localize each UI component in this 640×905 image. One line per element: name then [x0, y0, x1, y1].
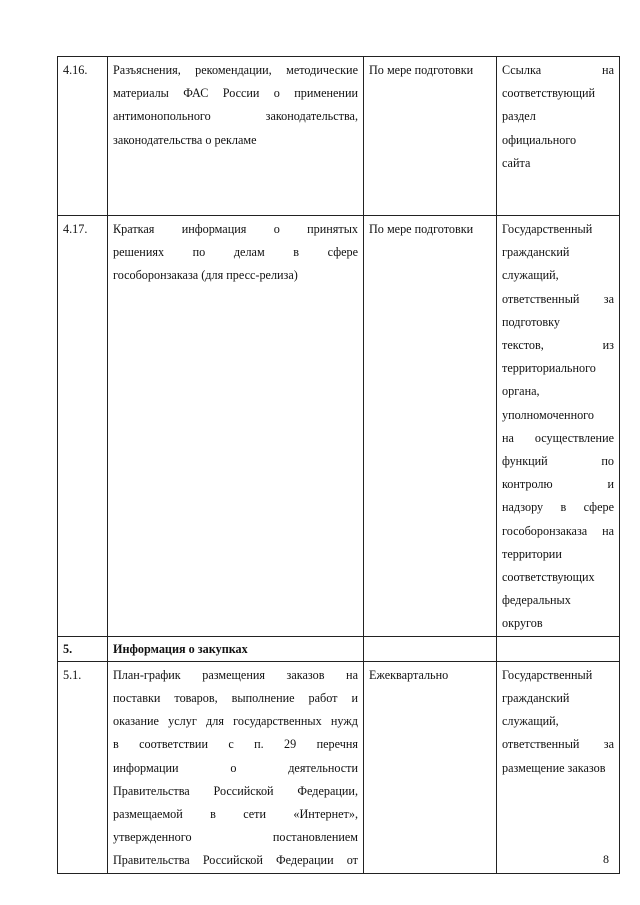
- row-number: 4.16.: [58, 57, 108, 216]
- text-line: текстов, из: [502, 338, 614, 353]
- text-line: федеральных: [502, 593, 571, 608]
- text-line: оказание услуг для государственных нужд: [113, 714, 358, 729]
- table-row: [58, 216, 620, 637]
- text-line: подготовку: [502, 314, 560, 329]
- text-line: утвержденного постановлением: [113, 830, 358, 845]
- text-line: антимонопольного законодательства,: [113, 109, 358, 124]
- text-line: служащий,: [502, 268, 559, 283]
- text-line: Государственный: [502, 667, 593, 682]
- row-description: [108, 661, 364, 873]
- plan-table: [57, 56, 620, 874]
- text-line: материалы ФАС России о применении: [113, 86, 358, 101]
- text-line: гражданский: [502, 245, 570, 260]
- text-line: территории: [502, 546, 562, 561]
- text-line: План-график размещения заказов на: [113, 667, 358, 682]
- text-line: Ссылка на: [502, 63, 614, 77]
- row-description: [108, 216, 364, 637]
- empty-cell: [497, 636, 620, 661]
- text-line: гособоронзаказа (для пресс-релиза): [113, 268, 298, 283]
- text-line: поставки товаров, выполнение работ и: [113, 691, 358, 706]
- text-line: законодательства о рекламе: [113, 132, 257, 147]
- text-line: соответствующих: [502, 570, 595, 585]
- text-line: округов: [502, 616, 543, 631]
- text-line: Правительства Российской Федерации,: [113, 783, 358, 798]
- row-term: Ежеквартально: [364, 661, 497, 873]
- text-line: официального: [502, 132, 577, 147]
- text-line: на осуществление: [502, 430, 614, 445]
- table-row: [58, 661, 620, 873]
- table-row: [58, 57, 620, 216]
- text-line: уполномоченного: [502, 407, 594, 422]
- text-line: Краткая информация о принятых: [113, 222, 358, 236]
- row-term: По мере подготовки: [364, 216, 497, 637]
- row-number: 5.1.: [58, 661, 108, 873]
- row-description: [108, 57, 364, 216]
- text-line: служащий,: [502, 714, 559, 729]
- text-line: размещаемой в сети «Интернет»,: [113, 807, 358, 822]
- text-line: размещение заказов: [502, 760, 606, 775]
- row-responsible: [497, 661, 620, 873]
- text-line: органа,: [502, 384, 540, 399]
- text-line: сайта: [502, 155, 531, 170]
- text-line: контролю и: [502, 477, 614, 492]
- row-responsible: [497, 57, 620, 216]
- text-line: территориального: [502, 361, 596, 376]
- text-line: информации о деятельности: [113, 760, 358, 775]
- row-responsible: [497, 216, 620, 637]
- section-row: [58, 636, 620, 661]
- section-number: 5.: [58, 636, 108, 661]
- empty-cell: [364, 636, 497, 661]
- text-line: функций по: [502, 454, 614, 469]
- text-line: Правительства Российской Федерации от: [113, 853, 358, 868]
- section-title: Информация о закупках: [108, 636, 364, 661]
- text-line: гособоронзаказа на: [502, 523, 614, 538]
- text-line: гражданский: [502, 691, 570, 706]
- text-line: раздел: [502, 109, 536, 124]
- text-line: Разъяснения, рекомендации, методические: [113, 63, 358, 77]
- text-line: Государственный: [502, 222, 593, 236]
- text-line: соответствующий: [502, 86, 596, 101]
- text-line: ответственный за: [502, 737, 614, 752]
- text-line: в соответствии с п. 29 перечня: [113, 737, 358, 752]
- row-term: По мере подготовки: [364, 57, 497, 216]
- page-number: 8: [603, 852, 609, 866]
- text-line: ответственный за: [502, 291, 614, 306]
- row-number: 4.17.: [58, 216, 108, 637]
- text-line: решениях по делам в сфере: [113, 245, 358, 260]
- text-line: надзору в сфере: [502, 500, 614, 515]
